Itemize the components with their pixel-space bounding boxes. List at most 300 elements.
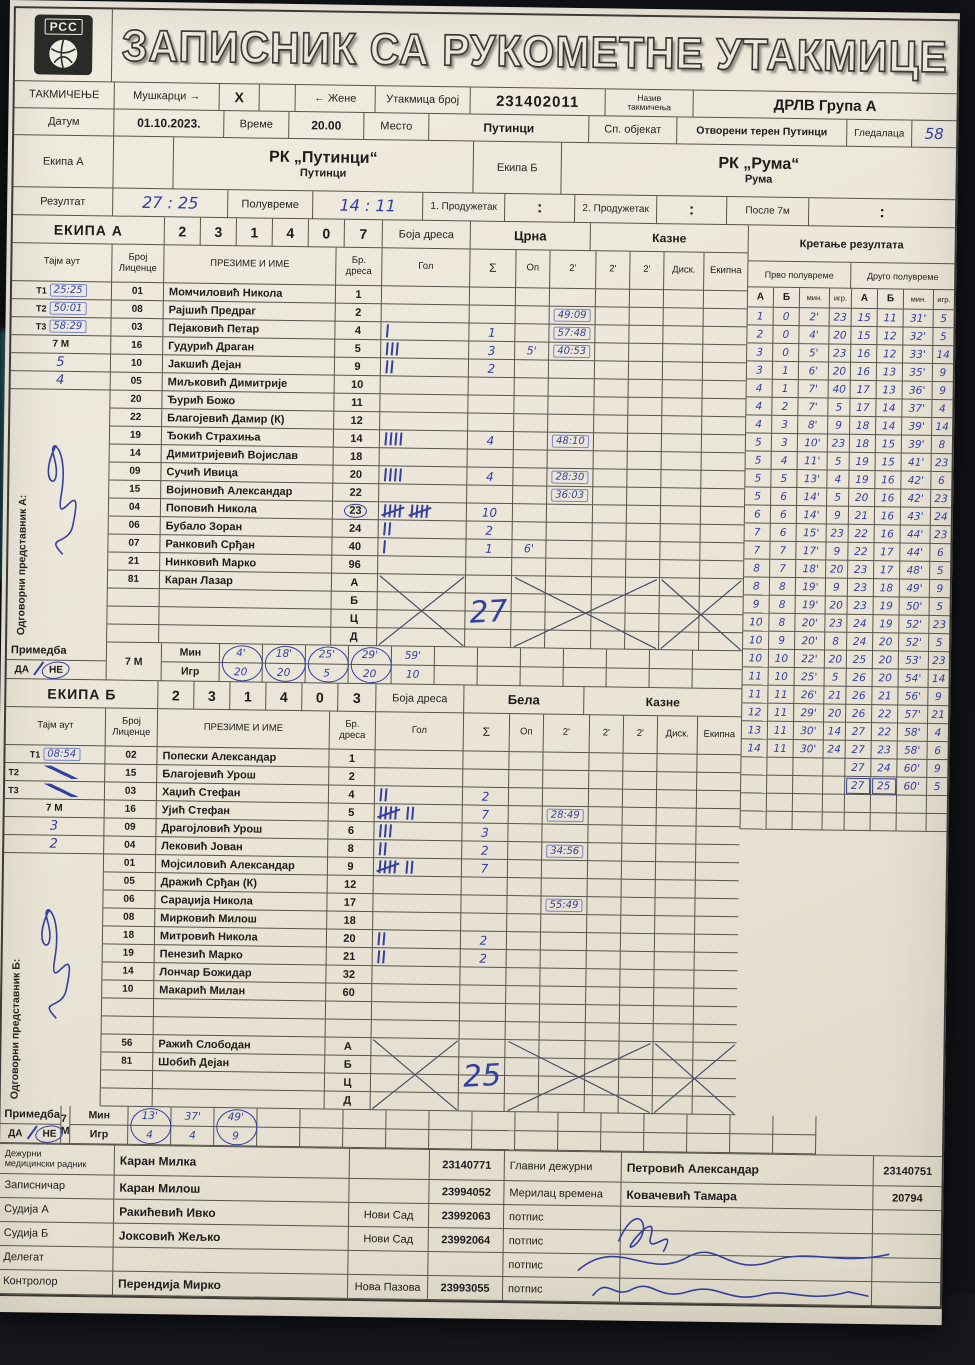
disqualification-cell [661, 488, 701, 507]
disqualification-cell [655, 952, 695, 971]
team-penalty-cell [696, 863, 739, 882]
player-name: Нинковић Марко [160, 553, 332, 573]
jersey-color-label: Боја дреса [376, 684, 464, 713]
timeout-time: 50:01 [49, 302, 86, 316]
overtime2-value: : [657, 196, 727, 225]
col-header: Гол [382, 248, 471, 287]
warning-cell [515, 378, 549, 396]
two-min-cell-1 [547, 469, 593, 488]
col-header: Диск. [658, 716, 699, 755]
licence-number: 10 [102, 980, 154, 999]
two-min-cell-3 [629, 326, 663, 344]
signature-area [620, 1279, 872, 1307]
place-value: Путинци [429, 114, 589, 143]
two-min-time: 57:48 [553, 327, 590, 341]
official-right-licence [872, 1258, 940, 1283]
score-cell: 15 [876, 435, 902, 453]
score-col-header: игр. [934, 290, 954, 310]
score-cell: 27 [846, 723, 872, 741]
jersey-number: Д [331, 628, 377, 647]
official-name: Каран Милка [115, 1146, 350, 1179]
score-rows [741, 307, 954, 832]
after-7m-label: После 7м [727, 197, 809, 226]
team-penalty-cell [695, 899, 738, 918]
score-cell: 6 [771, 506, 797, 524]
two-min-cell-1 [543, 789, 589, 808]
score-cell: 19 [849, 471, 875, 489]
player-name: Момчиловић Никола [164, 283, 336, 303]
score-cell: 8 [825, 632, 847, 650]
timeout-cell [4, 871, 104, 890]
two-min-cell-2 [588, 879, 622, 897]
remark-yes: ДА [8, 1127, 23, 1139]
two-min-cell-3 [628, 416, 662, 434]
team-penalty-cell [694, 989, 737, 1008]
licence-number: 19 [103, 944, 155, 963]
official-role-label: Делегат [0, 1246, 114, 1272]
timeout-cell [3, 889, 103, 908]
jersey-number: 4 [335, 322, 381, 341]
score-cell: 37' [902, 400, 932, 418]
goals-cell [380, 448, 468, 467]
goals-cell [379, 484, 467, 503]
two-min-cell-2 [587, 951, 621, 969]
two-min-time: 36:03 [551, 489, 588, 503]
player-name [153, 1071, 325, 1091]
two-min-cell-3 [628, 452, 662, 470]
score-cell: 24 [931, 508, 951, 526]
goal-tally-marks [386, 342, 401, 356]
score-cell: 20 [829, 362, 851, 380]
competition-name-label: Назив такмичења [605, 89, 693, 117]
goals-sum: 2 [467, 521, 513, 540]
goals-sum [470, 287, 516, 306]
score-cell: 6 [745, 505, 771, 523]
timeout-time: 08:54 [43, 748, 80, 762]
two-min-cell-2 [593, 505, 627, 523]
score-cell: 14 [933, 346, 953, 364]
score-cell: 4 [928, 724, 948, 742]
two-min-cell-2 [588, 843, 622, 861]
score-cell: 1 [773, 362, 799, 380]
goal-tally-marks [384, 504, 438, 519]
player-name: Макарић Милан [154, 981, 326, 1001]
seven-meter-minute: 37' [172, 1107, 215, 1127]
goals-sum: 2 [461, 931, 507, 950]
two-min-cell-3 [627, 488, 661, 506]
team-penalty-cell [694, 1007, 737, 1026]
goals-cell [380, 394, 468, 413]
official-role-label: Судија Б [0, 1222, 114, 1248]
overtime1-label: 1. Продужетак [423, 193, 505, 222]
two-min-cell-2 [589, 807, 623, 825]
licence-number: 10 [111, 354, 163, 373]
score-cell: 23 [828, 434, 850, 452]
warning-cell [509, 752, 543, 770]
official-name: Каран Милош [114, 1176, 349, 1203]
score-column-headers [748, 287, 954, 310]
timeout-label: Т1 [36, 284, 47, 296]
col-header: Бр. дреса [330, 712, 377, 751]
score-cell [823, 758, 845, 776]
seven-meter-player-number [644, 1133, 687, 1153]
score-cell: 15' [797, 524, 827, 542]
score-cell: 22 [849, 525, 875, 543]
jersey-number: 10 [335, 376, 381, 395]
player-name [153, 1089, 325, 1109]
seven-meter-minute [301, 1109, 344, 1129]
seven-meter-player-number [435, 666, 478, 686]
licence-number: 01 [104, 854, 156, 873]
team_a-rows [7, 281, 747, 651]
two-min-cell-3 [627, 524, 661, 542]
timeout-cell [3, 907, 103, 926]
licence-number: 21 [108, 552, 160, 571]
licence-number [108, 588, 160, 607]
score-cell: 20 [849, 489, 875, 507]
jersey-number: 17 [327, 894, 373, 913]
score-cell: 0 [773, 344, 799, 362]
official-licence: 23992063 [429, 1204, 504, 1229]
goals-sum: 4 [467, 467, 513, 486]
two-min-cell-3 [623, 790, 657, 808]
score-cell: 11 [768, 740, 794, 758]
score-cell: 10 [743, 613, 769, 631]
goal-tally-marks [386, 324, 391, 338]
team-goal-total: 25 [462, 1057, 503, 1095]
goals-sum: 1 [466, 539, 512, 558]
team-code-digit: 3 [338, 684, 376, 713]
team-code-digit: 4 [273, 219, 309, 247]
score-cell: 25 [847, 651, 873, 669]
score-cell: 8 [744, 577, 770, 595]
score-cell: 16 [875, 525, 901, 543]
player-name: Лончар Божидар [154, 963, 326, 983]
score-cell: 11 [878, 309, 904, 327]
score-cell: 31' [904, 310, 934, 328]
goals-sum: 1 [469, 323, 515, 342]
score-cell: 21 [872, 687, 898, 705]
score-cell: 17 [874, 543, 900, 561]
goals-cell [375, 768, 463, 787]
score-cell: 8 [770, 578, 796, 596]
warning-cell [509, 788, 543, 806]
team_a-band-label: ЕКИПА А [13, 215, 165, 245]
score-cell: 4 [746, 415, 772, 433]
score-cell: 9 [933, 364, 953, 382]
licence-number: 08 [103, 908, 155, 927]
team-penalty-cell [697, 755, 740, 774]
score-cell: 23 [829, 344, 851, 362]
women-label: ← Жене [295, 85, 375, 113]
two-min-cell-2 [587, 897, 621, 915]
timeout-cell [3, 925, 103, 944]
score-cell: 23 [848, 579, 874, 597]
two-min-cell-1 [549, 361, 595, 380]
score-col-header: мин. [904, 290, 934, 310]
jersey-number: Б [325, 1056, 371, 1075]
two-min-cell-2 [588, 861, 622, 879]
goals-cell [380, 430, 468, 449]
disqualification-cell [656, 862, 696, 881]
score-cell: 44' [900, 544, 930, 562]
team-a-name-cell [173, 137, 474, 193]
score-cell [897, 813, 927, 831]
score-cell: 25' [795, 668, 825, 686]
tally-group-of-five [384, 504, 404, 518]
score-cell [823, 812, 845, 830]
player-name [154, 1017, 326, 1037]
goals-cell [378, 556, 466, 575]
seven-meter-player-number [601, 1132, 644, 1152]
team-penalty-cell [703, 345, 746, 364]
score-cell: 24 [871, 759, 897, 777]
player-name: Пејаковић Петар [163, 319, 335, 339]
score-cell: 6' [799, 362, 829, 380]
official-city: Нови Сад [349, 1227, 429, 1252]
jersey-number: 2 [336, 304, 382, 323]
two-min-cell-2 [596, 307, 630, 325]
licence-number: 16 [111, 336, 163, 355]
timeout-cell [12, 299, 112, 318]
disqualification-cell [661, 524, 701, 543]
halftime-value: 14 : 11 [313, 191, 423, 221]
seven-meter-player-number [478, 667, 521, 687]
team-penalty-cell [697, 791, 740, 810]
disqualification-cell [654, 988, 694, 1007]
score-cell: 22 [848, 543, 874, 561]
after-7m-value: : [809, 198, 955, 228]
disqualification-cell [661, 506, 701, 525]
player-name: Попески Александар [157, 747, 329, 767]
warning-cell [507, 950, 541, 968]
two-min-cell-3 [622, 844, 656, 862]
two-min-cell-1 [542, 861, 588, 880]
jersey-number: Ц [325, 1074, 371, 1093]
score-cell: 13 [877, 381, 903, 399]
seven-meter-minute [473, 1112, 516, 1132]
two-min-cell-1 [547, 523, 593, 542]
two-min-cell-2 [595, 361, 629, 379]
warning-cell [512, 558, 546, 576]
official-right-licence [872, 1282, 940, 1307]
jersey-number: 20 [327, 930, 373, 949]
seven-meter-player-number [606, 668, 649, 688]
score-cell [767, 794, 793, 812]
goals-sum [460, 985, 506, 1004]
two-min-cell-3 [622, 880, 656, 898]
col-header: Диск. [664, 252, 705, 291]
goals-cell [373, 948, 461, 967]
score-cell: 6 [931, 472, 951, 490]
men-checkbox: X [219, 84, 259, 112]
score-cell: 6 [928, 742, 948, 760]
score-cell [927, 796, 947, 814]
timeout-slash [22, 765, 101, 780]
team-penalty-cell [702, 417, 745, 436]
seven-meter-total: 4 [55, 372, 65, 388]
goal-tally-marks [378, 932, 388, 946]
two-min-cell-1 [540, 969, 586, 988]
licence-number: 56 [101, 1034, 153, 1053]
team-code-digit: 0 [302, 683, 338, 711]
jersey-number: 5 [335, 340, 381, 359]
col-header: ПРЕЗИМЕ И ИМЕ [164, 245, 337, 285]
player-name: Каран Лазар [160, 571, 332, 591]
score-cell: 14 [929, 670, 949, 688]
col-header: Бр. дреса [336, 248, 383, 287]
warning-cell [516, 288, 550, 306]
two-min-cell-1 [546, 559, 592, 578]
official-right-label: потпис [504, 1205, 621, 1231]
score-cell: 5 [934, 310, 954, 328]
goals-cell [372, 1002, 460, 1021]
timeout-label: Т2 [8, 766, 19, 777]
warning-cell [516, 306, 550, 324]
two-min-cell-1 [540, 1023, 586, 1042]
remark-yes: ДА [14, 663, 30, 675]
team_b-rows [1, 745, 741, 1115]
cross-out-mark [377, 574, 466, 647]
player-name: Ђурић Божо [162, 391, 334, 411]
goal-tally-marks [380, 788, 390, 802]
two-min-cell-3 [621, 916, 655, 934]
score-cell: 39' [902, 436, 932, 454]
two-min-cell-1 [546, 541, 592, 560]
two-min-cell-2 [594, 451, 628, 469]
official-right-licence [873, 1210, 941, 1235]
score-progression-panel [735, 225, 955, 1156]
score-cell: 58' [898, 741, 928, 759]
goals-sum: 7 [462, 859, 508, 878]
team-penalty-cell [701, 471, 744, 490]
goals-cell [375, 786, 463, 805]
team-a-label: Екипа А [13, 135, 114, 188]
jersey-number: 12 [328, 876, 374, 895]
goals-sum [460, 1003, 506, 1022]
score-cell: 2 [747, 325, 773, 343]
disqualification-cell [654, 970, 694, 989]
two-min-cell-2 [587, 915, 621, 933]
score-cell: 4 [772, 452, 798, 470]
licence-number: 04 [104, 836, 156, 855]
two-min-cell-2 [586, 987, 620, 1005]
venue-value: Отворени терен Путинци [677, 117, 847, 146]
licence-number [101, 1088, 153, 1107]
licence-number: 14 [110, 444, 162, 463]
score-cell: 14 [824, 722, 846, 740]
score-cell: 11 [768, 686, 794, 704]
result-value: 27 : 25 [113, 188, 228, 218]
seven-meter-minute [688, 1115, 731, 1135]
official-licence: 23140771 [430, 1150, 505, 1181]
jersey-number: 18 [327, 912, 373, 931]
seven-meter-player-number [472, 1131, 515, 1151]
warning-cell [509, 770, 543, 788]
warning-cell [506, 1022, 540, 1040]
score-cell: 23 [848, 597, 874, 615]
seven-meter-player-number [429, 1130, 472, 1150]
score-cell: 20' [795, 614, 825, 632]
score-cell: 60' [897, 777, 927, 795]
warning-cell [513, 504, 547, 522]
disqualification-cell [657, 790, 697, 809]
score-cell: 20 [826, 560, 848, 578]
warning-cell [507, 932, 541, 950]
two-min-cell-3 [621, 952, 655, 970]
jersey-number: 4 [329, 786, 375, 805]
two-min-cell-1 [541, 915, 587, 934]
jersey-color-value: Бела [464, 685, 584, 715]
seven-meter-player-number [773, 1135, 816, 1155]
tally-group-of-five [380, 806, 400, 820]
licence-number: 81 [101, 1052, 153, 1071]
score-cell: 14' [797, 488, 827, 506]
official-name: Перендија Мирко [113, 1272, 348, 1299]
licence-number [107, 624, 159, 643]
jersey-number: Ц [331, 610, 377, 629]
player-name: Ујић Стефан [157, 801, 329, 821]
official-name: Јоксовић Жељко [114, 1224, 349, 1251]
two-min-cell-3 [626, 542, 660, 560]
team-code-digit: 2 [158, 681, 194, 709]
score-col-header: А [852, 289, 878, 309]
licence-number: 03 [105, 782, 157, 801]
cross-out-mark [511, 576, 660, 650]
seven-meter-minute [559, 1113, 602, 1133]
seven-meter-player-number: 4 [128, 1126, 171, 1146]
col-header: Σ [470, 249, 517, 288]
two-min-cell-1 [547, 487, 593, 506]
jersey-color-label: Боја дреса [383, 220, 471, 249]
score-col-header: игр. [830, 288, 852, 308]
penalties-header: Казне [584, 687, 741, 717]
score-cell: 23 [929, 616, 949, 634]
two-min-cell-1 [548, 433, 594, 452]
score-cell: 15 [851, 327, 877, 345]
score-cell: 5 [927, 778, 947, 796]
disqualification-cell [657, 754, 697, 773]
score-cell: 20 [873, 651, 899, 669]
disqualification-cell [656, 844, 696, 863]
score-cell: 17 [851, 381, 877, 399]
seven-meter-player-number-label: Игр [162, 662, 220, 682]
two-min-cell-1 [540, 1005, 586, 1024]
two-min-cell-3 [630, 308, 664, 326]
score-cell: 14 [742, 739, 768, 757]
seven-meter-player-number [520, 667, 563, 687]
score-cell: 19' [796, 578, 826, 596]
goals-sum: 3 [462, 823, 508, 842]
score-cell [871, 795, 897, 813]
warning-cell [513, 486, 547, 504]
timeout-slash [22, 783, 101, 798]
player-name: Дражић Срђан (К) [156, 873, 328, 893]
team-code-digit: 2 [165, 217, 201, 245]
seven-meter-label: 7 М [45, 802, 63, 814]
licence-number [102, 998, 154, 1017]
official-right-name: Ковачевић Тамара [621, 1183, 873, 1211]
licence-number: 20 [110, 390, 162, 409]
team-a-block [7, 215, 748, 689]
team-b-label: Екипа Б [473, 142, 562, 195]
player-name: Драгојловић Урош [156, 819, 328, 839]
warning-cell: 6' [512, 540, 546, 558]
timeout-cell [5, 745, 105, 764]
timeout-time: 58:29 [49, 320, 86, 334]
score-cell: 7' [798, 398, 828, 416]
score-cell [897, 795, 927, 813]
